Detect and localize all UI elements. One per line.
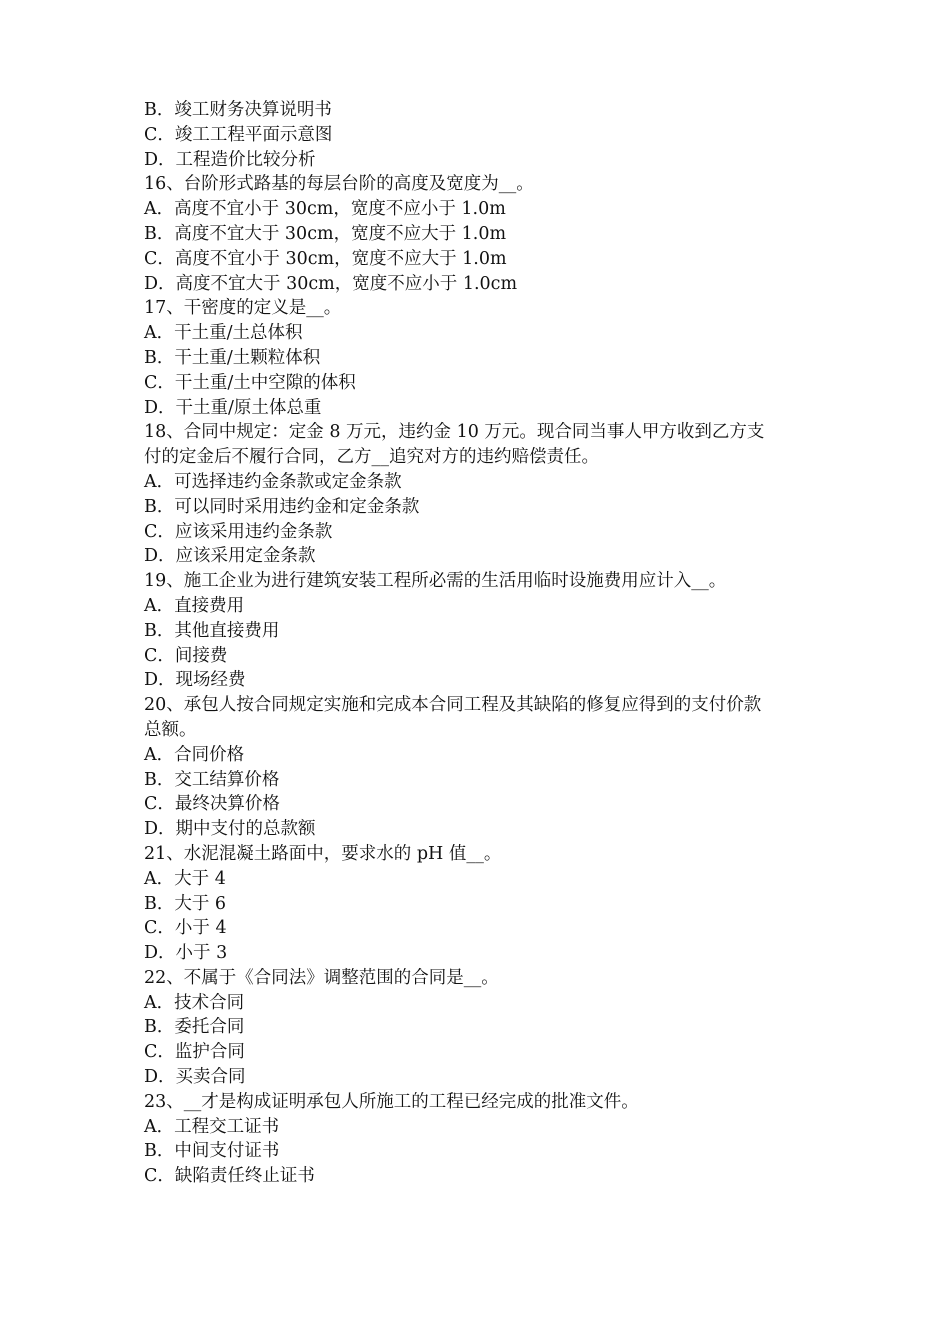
question-line: 22、不属于《合同法》调整范围的合同是__。 [144, 967, 499, 988]
option-line: B．竣工财务决算说明书 [144, 100, 332, 120]
option-line: D．干土重/原土体总重 [144, 397, 322, 418]
option-line: B．可以同时采用违约金和定金条款 [144, 496, 420, 517]
option-line: C．干土重/土中空隙的体积 [144, 372, 356, 393]
question-line: 17、干密度的定义是__。 [144, 298, 342, 319]
option-line: D．期中支付的总款额 [144, 819, 316, 840]
option-line: B．干土重/土颗粒体积 [144, 347, 321, 368]
option-line: A．合同价格 [144, 744, 245, 765]
option-line: B．交工结算价格 [144, 769, 280, 790]
option-line: D．高度不宜大于 30cm，宽度不应小于 1.0cm [144, 273, 518, 294]
option-line: B．高度不宜大于 30cm，宽度不应大于 1.0m [144, 223, 507, 244]
option-line: D．买卖合同 [144, 1067, 246, 1088]
option-line: A．直接费用 [144, 595, 245, 616]
option-line: A．干土重/土总体积 [144, 323, 303, 344]
question-line: 16、台阶形式路基的每层台阶的高度及宽度为__。 [144, 174, 534, 195]
option-line: A．技术合同 [144, 992, 245, 1013]
option-line: A．高度不宜小于 30cm，宽度不应小于 1.0m [144, 199, 506, 220]
option-line: C．最终决算价格 [144, 794, 280, 815]
option-line: D．小于 3 [144, 943, 228, 964]
option-line: B．中间支付证书 [144, 1141, 280, 1162]
option-line: D．工程造价比较分析 [144, 149, 316, 170]
option-line: B．其他直接费用 [144, 620, 280, 641]
option-line: A．可选择违约金条款或定金条款 [144, 471, 402, 492]
option-line: A．大于 4 [144, 868, 226, 889]
option-line: D．现场经费 [144, 670, 246, 691]
question-line-continued: 付的定金后不履行合同，乙方__追究对方的违约赔偿责任。 [144, 447, 599, 468]
question-line-continued: 总额。 [144, 719, 197, 740]
option-line: B．大于 6 [144, 893, 227, 914]
question-line: 19、施工企业为进行建筑安装工程所必需的生活用临时设施费用应计入__。 [144, 571, 727, 592]
option-line: C．间接费 [144, 645, 228, 666]
option-line: A．工程交工证书 [144, 1116, 280, 1137]
option-line: C．高度不宜小于 30cm，宽度不应大于 1.0m [144, 248, 507, 269]
option-line: C．监护合同 [144, 1042, 245, 1063]
question-line: 18、合同中规定：定金 8 万元，违约金 10 万元。现合同当事人甲方收到乙方支 [144, 422, 765, 443]
option-line: C．缺陷责任终止证书 [144, 1166, 315, 1187]
option-line: B．委托合同 [144, 1017, 245, 1038]
option-line: C．应该采用违约金条款 [144, 521, 333, 542]
document-page [144, 98, 824, 1189]
question-line: 23、__才是构成证明承包人所施工的工程已经完成的批准文件。 [144, 1091, 639, 1112]
option-line: C．小于 4 [144, 918, 227, 939]
option-line: D．应该采用定金条款 [144, 546, 316, 567]
question-line: 21、水泥混凝土路面中，要求水的 pH 值__。 [144, 843, 502, 864]
option-line: C．竣工工程平面示意图 [144, 124, 333, 145]
question-line: 20、承包人按合同规定实施和完成本合同工程及其缺陷的修复应得到的支付价款 [144, 695, 762, 716]
